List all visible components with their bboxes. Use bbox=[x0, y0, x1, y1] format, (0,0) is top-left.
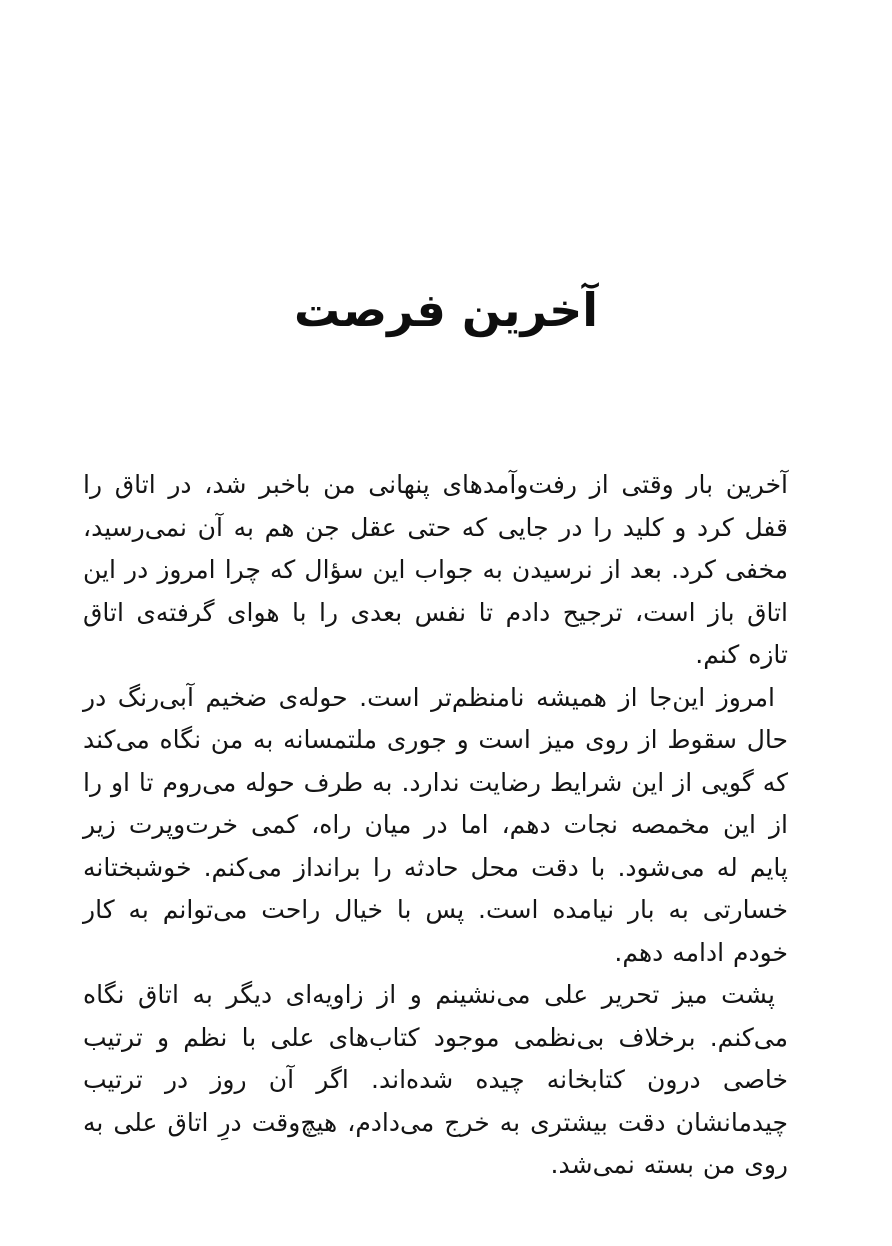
chapter-body bbox=[83, 464, 788, 1187]
paragraph-2: امروز این‌جا از همیشه نامنظم‌تر است. حوله‌ی ضخیم آبی‌رنگ در حال سقوط از روی میز است و جوری ملتمسانه به من نگاه می‌کند که گویی از این شرایط رضایت ندارد. به طرف حوله می‌روم تا او را از این مخمصه نجات دهم، اما در میان راه، کمی خرت‌وپرت زیر پایم له می‌شود. با دقت محل حادثه را برانداز می‌کنم. خوشبختانه خسارتی به بار نیامده است. پس با خیال راحت می‌توانم به کار خودم ادامه دهم. bbox=[83, 682, 788, 967]
chapter-title: آخرین فرصت bbox=[293, 283, 599, 337]
paragraph-1: آخرین بار وقتی از رفت‌وآمدهای پنهانی من باخبر شد، در اتاق را قفل کرد و کلید را در جایی که حتی عقل جن هم به آن نمی‌رسید، مخفی کرد. بعد از نرسیدن به جواب این سؤال که چرا امروز در این اتاق باز است، ترجیح دادم تا نفس بعدی را با هوای گرفته‌ی اتاق تازه کنم. bbox=[83, 470, 788, 669]
paragraph-3: پشت میز تحریر علی می‌نشینم و از زاویه‌ای دیگر به اتاق نگاه می‌کنم. برخلاف بی‌نظمی موجود کتاب‌های علی با نظم و ترتیب خاصی درون کتابخانه چیده شده‌اند. اگر آن روز در ترتیب چیدمانشان دقت بیشتری به خرج می‌دادم، هیچ‌وقت درِ اتاق علی به روی من بسته نمی‌شد. bbox=[83, 980, 788, 1179]
